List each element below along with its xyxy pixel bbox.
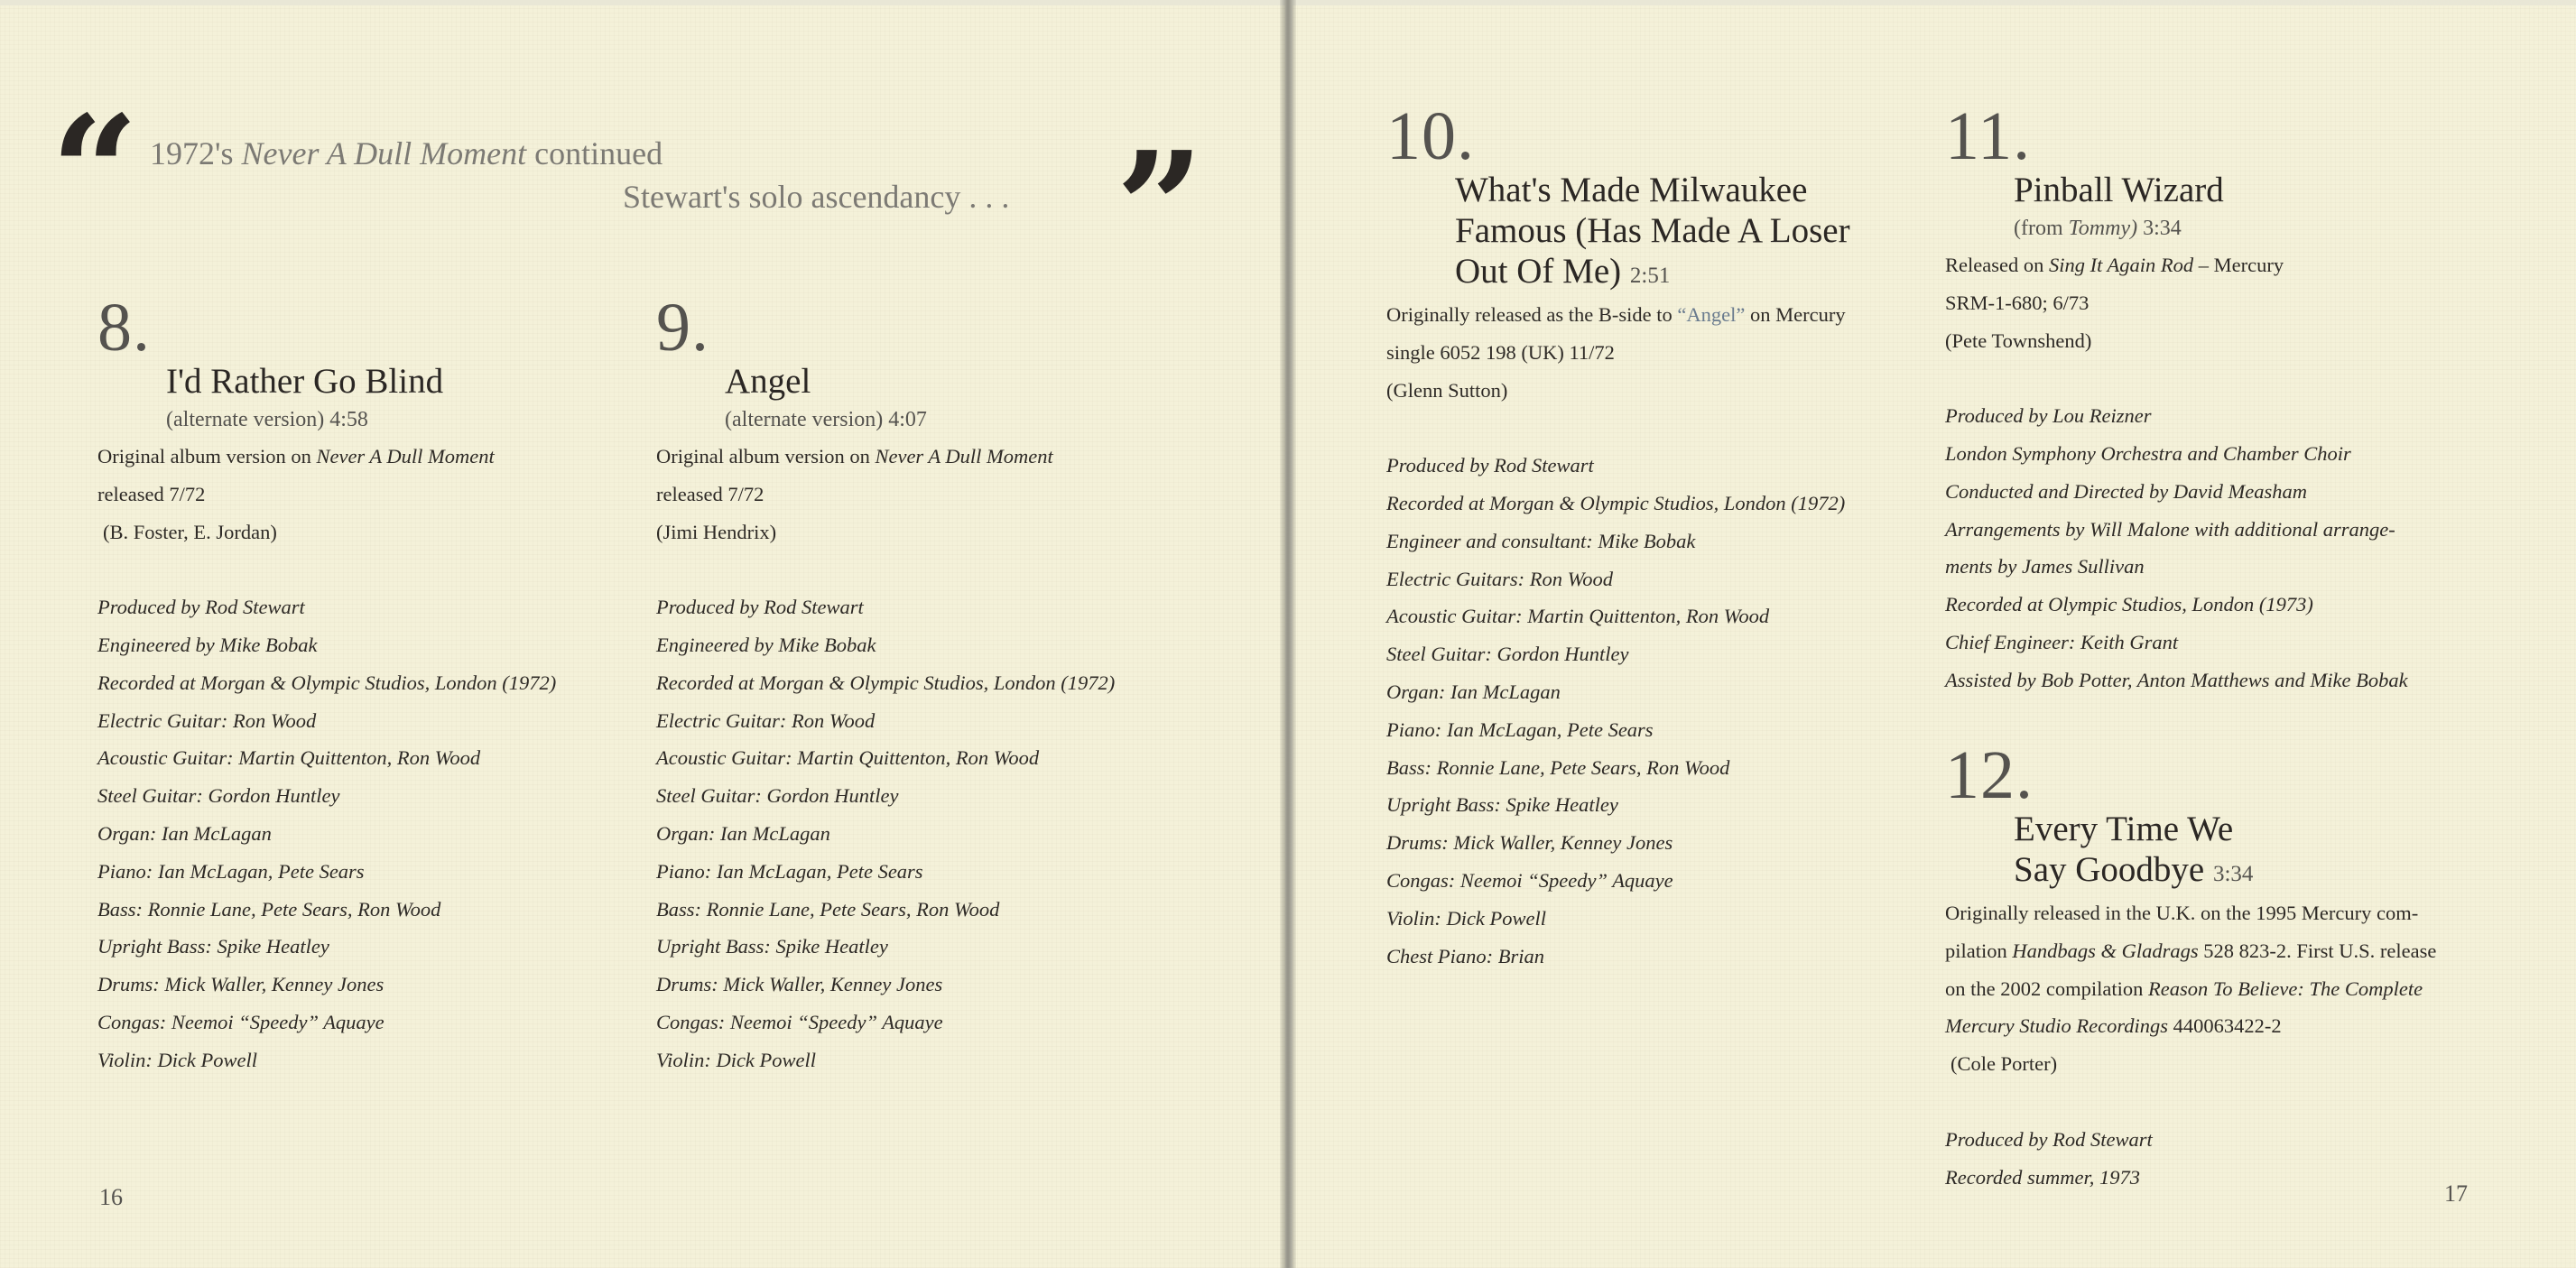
track-12 [1945,737,2505,1196]
quote-prefix: 1972's [150,135,234,171]
pull-quote-line-1 [150,130,663,177]
credits-list: Produced by Rod Stewart Recorded summer, 1973 [1945,1127,2153,1189]
track-writers: (B. Foster, E. Jordan) [103,520,277,543]
track-number: 10. [1386,98,1475,174]
track-9 [656,292,1234,1079]
credits-list: Produced by Rod Stewart Recorded at Morgan & Olympic Studios, London (1972) Engineer and consultant: Mike Bobak Electric Guitars: Ron Wood Acoustic Guitar: Martin Quittenton, Ron Wood Steel Guitar: Gordon Huntley Organ: Ian McLagan Piano: Ian McLagan, Pete Sears Bass: Ronnie Lane, Pete Sears, Ron Wood Upright Bass: Spike Heatley Drums: Mick Waller, Kenney Jones Congas: Neemoi “Speedy” Aquaye Violin: Dick Powell Chest Piano: Brian [1386,454,1846,967]
track-info: Originally released in the U.K. on the 1995 Mercury com- pilation Handbags & Gladrags 528 823-2. First U.S. release on the 2002 compilation Reason To Believe: The Complete Mercury Studio Recordings 440063422-2 (Cole Porter) Produced by Rod Stewart Recorded summer, 1973 [1945,894,2505,1196]
right-page [1293,5,2576,1268]
open-quote-mark-icon: “ [51,82,139,263]
track-info: Released on Sing It Again Rod – Mercury SRM-1-680; 6/73 (Pete Townshend) Produced by Lou Reizner London Symphony Orchestra and Chamber Choir Conducted and Directed by David Measham Arrangements by Will Malone with additional arrange- ments by James Sullivan Recorded at Olympic Studios, London (1973) Chief Engineer: Keith Grant Assisted by Bob Potter, Anton Matthews and Mike Bobak [1945,246,2505,699]
page-number-left: 16 [99,1184,123,1210]
track-info: Original album version on Never A Dull Moment released 7/72 (Jimi Hendrix) Produced by Rod Stewart Engineered by Mike Bobak Recorded at Morgan & Olympic Studios, London (1972) Electric Guitar: Ron Wood Acoustic Guitar: Martin Quittenton, Ron Wood Steel Guitar: Gordon Huntley Organ: Ian McLagan Piano: Ian McLagan, Pete Sears Bass: Ronnie Lane, Pete Sears, Ron Wood Upright Bass: Spike Heatley Drums: Mick Waller, Kenney Jones Congas: Neemoi “Speedy” Aquaye Violin: Dick Powell [656,438,1234,1079]
track-subtitle: (alternate version) 4:07 [725,408,927,431]
track-info: Originally released as the B-side to “Angel” on Mercury single 6052 198 (UK) 11/72 (Glenn Sutton) Produced by Rod Stewart Recorded at Morgan & Olympic Studios, London (1972) Engineer and consultant: Mike Bobak Electric Guitars: Ron Wood Acoustic Guitar: Martin Quittenton, Ron Wood Steel Guitar: Gordon Huntley Organ: Ian McLagan Piano: Ian McLagan, Pete Sears Bass: Ronnie Lane, Pete Sears, Ron Wood Upright Bass: Spike Heatley Drums: Mick Waller, Kenney Jones Congas: Neemoi “Speedy” Aquaye Violin: Dick Powell Chest Piano: Brian [1386,296,1928,975]
track-title: I'd Rather Go Blind [166,362,444,401]
track-number: 12. [1945,737,2034,813]
left-page [0,5,1285,1268]
track-writers: (Cole Porter) [1951,1052,2058,1076]
pull-quote-line-2: Stewart's solo ascendancy . . . [623,179,1010,215]
quote-album: Never A Dull Moment [241,135,527,171]
track-subtitle: (alternate version) 4:58 [166,408,368,431]
quote-suffix: continued [534,135,663,171]
track-writers: (Pete Townshend) [1945,329,2092,352]
track-title: What's Made Milwaukee Famous (Has Made A Loser Out Of Me) 2:51 [1455,171,1850,291]
track-number: 8. [97,290,151,366]
track-title: Pinball Wizard [2014,171,2224,209]
track-info: Original album version on Never A Dull Moment released 7/72 (B. Foster, E. Jordan) Produced by Rod Stewart Engineered by Mike Bobak Recorded at Morgan & Olympic Studios, London (1972) Electric Guitar: Ron Wood Acoustic Guitar: Martin Quittenton, Ron Wood Steel Guitar: Gordon Huntley Organ: Ian McLagan Piano: Ian McLagan, Pete Sears Bass: Ronnie Lane, Pete Sears, Ron Wood Upright Bass: Spike Heatley Drums: Mick Waller, Kenney Jones Congas: Neemoi “Speedy” Aquaye Violin: Dick Powell [97,438,639,1079]
track-number: 11. [1945,98,2032,174]
book-gutter [1280,0,1296,1268]
track-writers: (Jimi Hendrix) [656,520,777,543]
close-quote-mark-icon: ” [1116,118,1204,299]
credits-list: Produced by Rod Stewart Engineered by Mike Bobak Recorded at Morgan & Olympic Studios, London (1972) Electric Guitar: Ron Wood Acoustic Guitar: Martin Quittenton, Ron Wood Steel Guitar: Gordon Huntley Organ: Ian McLagan Piano: Ian McLagan, Pete Sears Bass: Ronnie Lane, Pete Sears, Ron Wood Upright Bass: Spike Heatley Drums: Mick Waller, Kenney Jones Congas: Neemoi “Speedy” Aquaye Violin: Dick Powell [656,596,1116,1071]
track-number: 9. [656,290,709,366]
credits-list: Produced by Rod Stewart Engineered by Mike Bobak Recorded at Morgan & Olympic Studios, London (1972) Electric Guitar: Ron Wood Acoustic Guitar: Martin Quittenton, Ron Wood Steel Guitar: Gordon Huntley Organ: Ian McLagan Piano: Ian McLagan, Pete Sears Bass: Ronnie Lane, Pete Sears, Ron Wood Upright Bass: Spike Heatley Drums: Mick Waller, Kenney Jones Congas: Neemoi “Speedy” Aquaye Violin: Dick Powell [97,596,557,1071]
credits-list: Produced by Lou Reizner London Symphony Orchestra and Chamber Choir Conducted and Directed by David Measham Arrangements by Will Malone with additional arrange- ments by James Sullivan Recorded at Olympic Studios, London (1973) Chief Engineer: Keith Grant Assisted by Bob Potter, Anton Matthews and Mike Bobak [1945,404,2408,691]
track-10 [1386,98,1928,975]
page-number-right: 17 [2444,1180,2468,1207]
track-writers: (Glenn Sutton) [1386,378,1508,402]
track-subtitle: (from Tommy) 3:34 [2014,217,2182,240]
track-title: Angel [725,362,811,401]
track-8 [97,292,639,1079]
track-11 [1945,98,2505,699]
track-title: Every Time We Say Goodbye 3:34 [2014,810,2254,889]
